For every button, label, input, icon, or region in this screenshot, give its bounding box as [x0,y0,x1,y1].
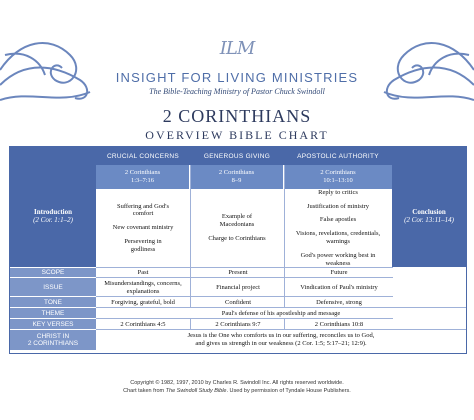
row-label-scope: SCOPE [10,267,96,278]
list-item: God's power working best in weakness [300,251,376,267]
list-item: False apostles [319,216,357,224]
theme-cell: Paul's defense of his apostleship and message [96,307,466,319]
column-header-crucial-concerns: CRUCIAL CONCERNS [106,152,180,160]
conclusion-cell [392,165,466,267]
column-header-generous-giving: GENEROUS GIVING [203,152,271,160]
key-verses-cell-2: 2 Corinthians 9:7 [190,318,285,330]
source-line: Chart taken from The Swindoll Study Bible. Used by permission of Tyndale House Publishers. [123,388,351,394]
christ-cell: Jesus is the One who comforts us in our suffering, reconciles us to God, and gives us strength in our weakness (2 Cor. 1:5; 5:17–21; 12:9). [96,329,466,350]
tone-cell-3: Defensive, strong [284,296,393,308]
org-name: INSIGHT FOR LIVING MINISTRIES [115,70,359,85]
themes-column-3 [284,189,392,267]
divider [190,165,191,267]
themes-column-2 [190,189,284,267]
column-header-apostolic-authority: APOSTOLIC AUTHORITY [297,152,379,160]
row-label-issue: ISSUE [10,277,96,297]
tagline: The Bible-Teaching Ministry of Pastor Chuck Swindoll [149,87,325,96]
list-item: Reply to critics [318,188,358,196]
conclusion-label: Conclusion [412,208,446,216]
list-item: Example of Macedonians [219,213,255,229]
issue-cell-3: Vindication of Paul's ministry [284,277,393,297]
ilm-monogram-logo: ILM [219,38,255,59]
issue-cell-1: Misunderstandings, concerns, explanations [96,277,190,297]
scope-cell-2: Present [190,267,285,278]
row-label-key-verses: KEY VERSES [10,318,96,330]
section-2-header: 2 Corinthians 8–9 [190,165,283,189]
introduction-cell [10,165,96,267]
row-label-tone: TONE [10,296,96,308]
list-item: Justification of ministry [306,202,370,210]
section-1-header: 2 Corinthians 1:3–7:16 [96,165,189,189]
list-item: Charge to Corinthians [208,234,266,242]
section-3-header: 2 Corinthians 10:1–13:10 [284,165,392,189]
list-item: New covenant ministry [112,224,174,232]
introduction-ref: (2 Cor. 1:1–2) [33,216,73,224]
page-title: 2 CORINTHIANS [162,106,312,126]
issue-cell-2: Financial project [190,277,285,297]
tone-cell-1: Forgiving, grateful, bold [96,296,190,308]
list-item: Suffering and God's comfort [117,202,169,218]
scope-cell-1: Past [96,267,190,278]
key-verses-cell-3: 2 Corinthians 10:8 [284,318,393,330]
key-verses-cell-1: 2 Corinthians 4:5 [96,318,190,330]
list-item: Persevering in godliness [124,237,162,253]
copyright-line: Copyright © 1982, 1997, 2010 by Charles R. Swindoll Inc. All rights reserved worldwide. [130,380,344,386]
bible-chart [9,146,467,354]
tone-cell-2: Confident [190,296,285,308]
list-item: Visions, revelations, credentials, warnings [295,230,381,245]
row-label-theme: THEME [10,307,96,319]
divider [284,165,285,267]
page-subtitle: OVERVIEW BIBLE CHART [145,128,329,142]
header [0,0,474,140]
introduction-label: Introduction [34,208,72,216]
themes-column-1 [96,189,190,267]
row-label-christ: CHRIST IN 2 CORINTHIANS [10,329,96,350]
conclusion-ref: (2 Cor. 13:11–14) [404,216,454,224]
scope-cell-3: Future [284,267,393,278]
